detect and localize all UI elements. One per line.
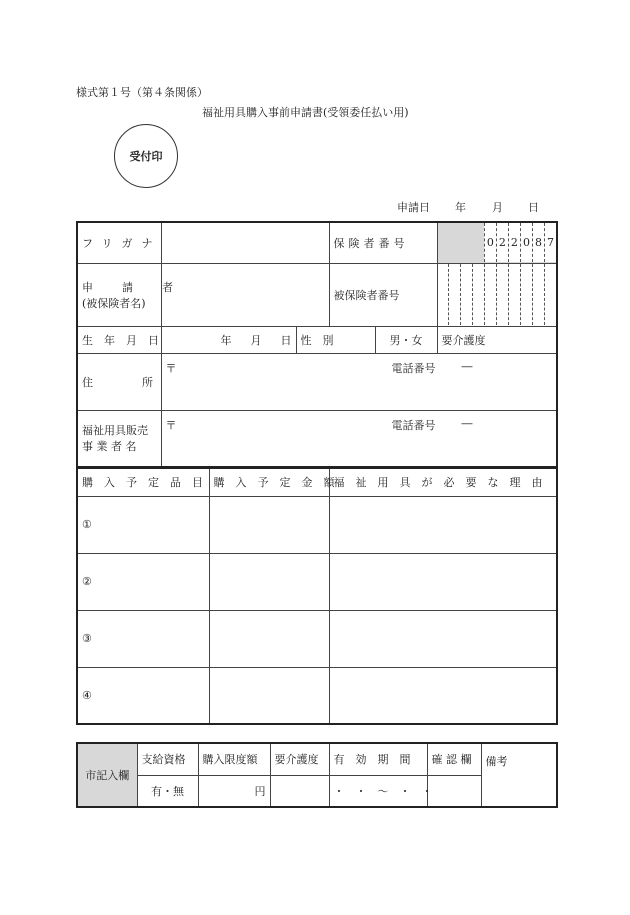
birth-year-label: 年 [220, 333, 232, 347]
insurer-digit: 7 [544, 223, 556, 262]
item-number: ① [82, 518, 92, 531]
care-level-cell [437, 326, 557, 353]
address-phone-label: 電話番号 [391, 361, 436, 375]
remarks-field[interactable] [481, 743, 557, 807]
item-number: ② [82, 575, 92, 588]
application-month-label: 月 [492, 201, 503, 214]
insurer-number-label: 保険者番号 [329, 222, 437, 263]
address-label: 住 所 [77, 353, 161, 410]
reason-field[interactable] [329, 667, 557, 724]
applicant-label [77, 263, 182, 326]
form-title: 福祉用具購入事前申請書(受領委任払い用) [202, 106, 409, 119]
birth-date-label: 生 年 月 日 [77, 326, 161, 353]
vendor-phone-label: 電話番号 [391, 418, 436, 432]
items-header: 購 入 予 定 品 目 [77, 468, 209, 496]
stamp-label: 受付印 [129, 150, 163, 163]
gender-label: 性 別 [296, 326, 375, 353]
item-row-4[interactable] [77, 667, 209, 724]
insurer-digit: 2 [508, 223, 520, 262]
item-row-1[interactable] [77, 496, 209, 553]
birth-date-field[interactable] [161, 326, 296, 353]
reason-field[interactable] [329, 496, 557, 553]
application-form-table [76, 221, 558, 468]
furigana-field[interactable] [161, 222, 329, 263]
limit-amount-field[interactable] [198, 775, 270, 807]
validity-label: 有 効 期 間 [329, 743, 427, 775]
reason-field[interactable] [329, 610, 557, 667]
confirmation-label: 確 認 欄 [427, 743, 481, 775]
amount-header: 購 入 予 定 金 額 [209, 468, 329, 496]
yen-label: 円 [254, 784, 266, 798]
application-day-label: 日 [528, 201, 539, 214]
city-care-level-label: 要介護度 [270, 743, 329, 775]
insured-number-label: 被保険者番号 [329, 263, 437, 326]
eligibility-label: 支給資格 [137, 743, 198, 775]
item-number: ④ [82, 688, 92, 702]
vendor-label-line1: 福祉用具販売 [82, 424, 148, 438]
amount-field[interactable] [209, 667, 329, 724]
applicant-sub-label: (被保険者名) [82, 296, 146, 310]
vendor-postal-mark: 〒 [165, 418, 177, 432]
insurer-digit: 2 [496, 223, 508, 262]
applicant-main-label: 申 請 者 [82, 280, 182, 294]
application-year-label: 年 [455, 201, 466, 214]
limit-amount-label: 購入限度額 [198, 743, 270, 775]
item-number: ③ [82, 632, 92, 645]
gender-options[interactable]: 男・女 [375, 326, 437, 353]
remarks-label: 備考 [485, 755, 508, 768]
insurer-digit: 0 [484, 223, 496, 262]
vendor-label-line2: 事 業 者 名 [82, 440, 137, 454]
reason-header: 福 祉 用 具 が 必 要 な 理 由 [329, 468, 557, 496]
reason-field[interactable] [329, 553, 557, 610]
applicant-name-field[interactable] [161, 263, 329, 326]
insured-number-field[interactable] [437, 263, 557, 326]
vendor-phone-dash: ― [461, 416, 473, 430]
form-number: 様式第１号（第４条関係） [76, 86, 208, 99]
city-section-label: 市記入欄 [77, 743, 137, 807]
application-date-label: 申請日 [397, 201, 430, 214]
insurer-digit: 0 [520, 223, 532, 262]
amount-field[interactable] [209, 496, 329, 553]
item-row-3[interactable] [77, 610, 209, 667]
eligibility-value[interactable]: 有・無 [137, 775, 198, 807]
care-level-label: 要介護度 [441, 333, 486, 347]
insurer-number-field[interactable] [437, 222, 557, 263]
insurer-digit: 8 [532, 223, 544, 262]
purchase-items-table [76, 467, 558, 725]
address-field[interactable] [161, 353, 557, 410]
vendor-field[interactable] [161, 410, 557, 467]
birth-month-label: 月 [250, 333, 262, 347]
city-use-table [76, 742, 558, 808]
furigana-label: フリガナ [77, 222, 161, 263]
amount-field[interactable] [209, 553, 329, 610]
birth-day-label: 日 [280, 333, 292, 347]
item-row-2[interactable] [77, 553, 209, 610]
amount-field[interactable] [209, 610, 329, 667]
address-phone-dash: ― [461, 359, 473, 373]
validity-field[interactable]: ・ ・ ～ ・ ・ [329, 775, 427, 807]
confirmation-field[interactable] [427, 775, 481, 807]
vendor-label [77, 410, 161, 467]
city-care-level-field[interactable] [270, 775, 329, 807]
reception-stamp [114, 124, 178, 188]
postal-mark: 〒 [165, 361, 177, 375]
